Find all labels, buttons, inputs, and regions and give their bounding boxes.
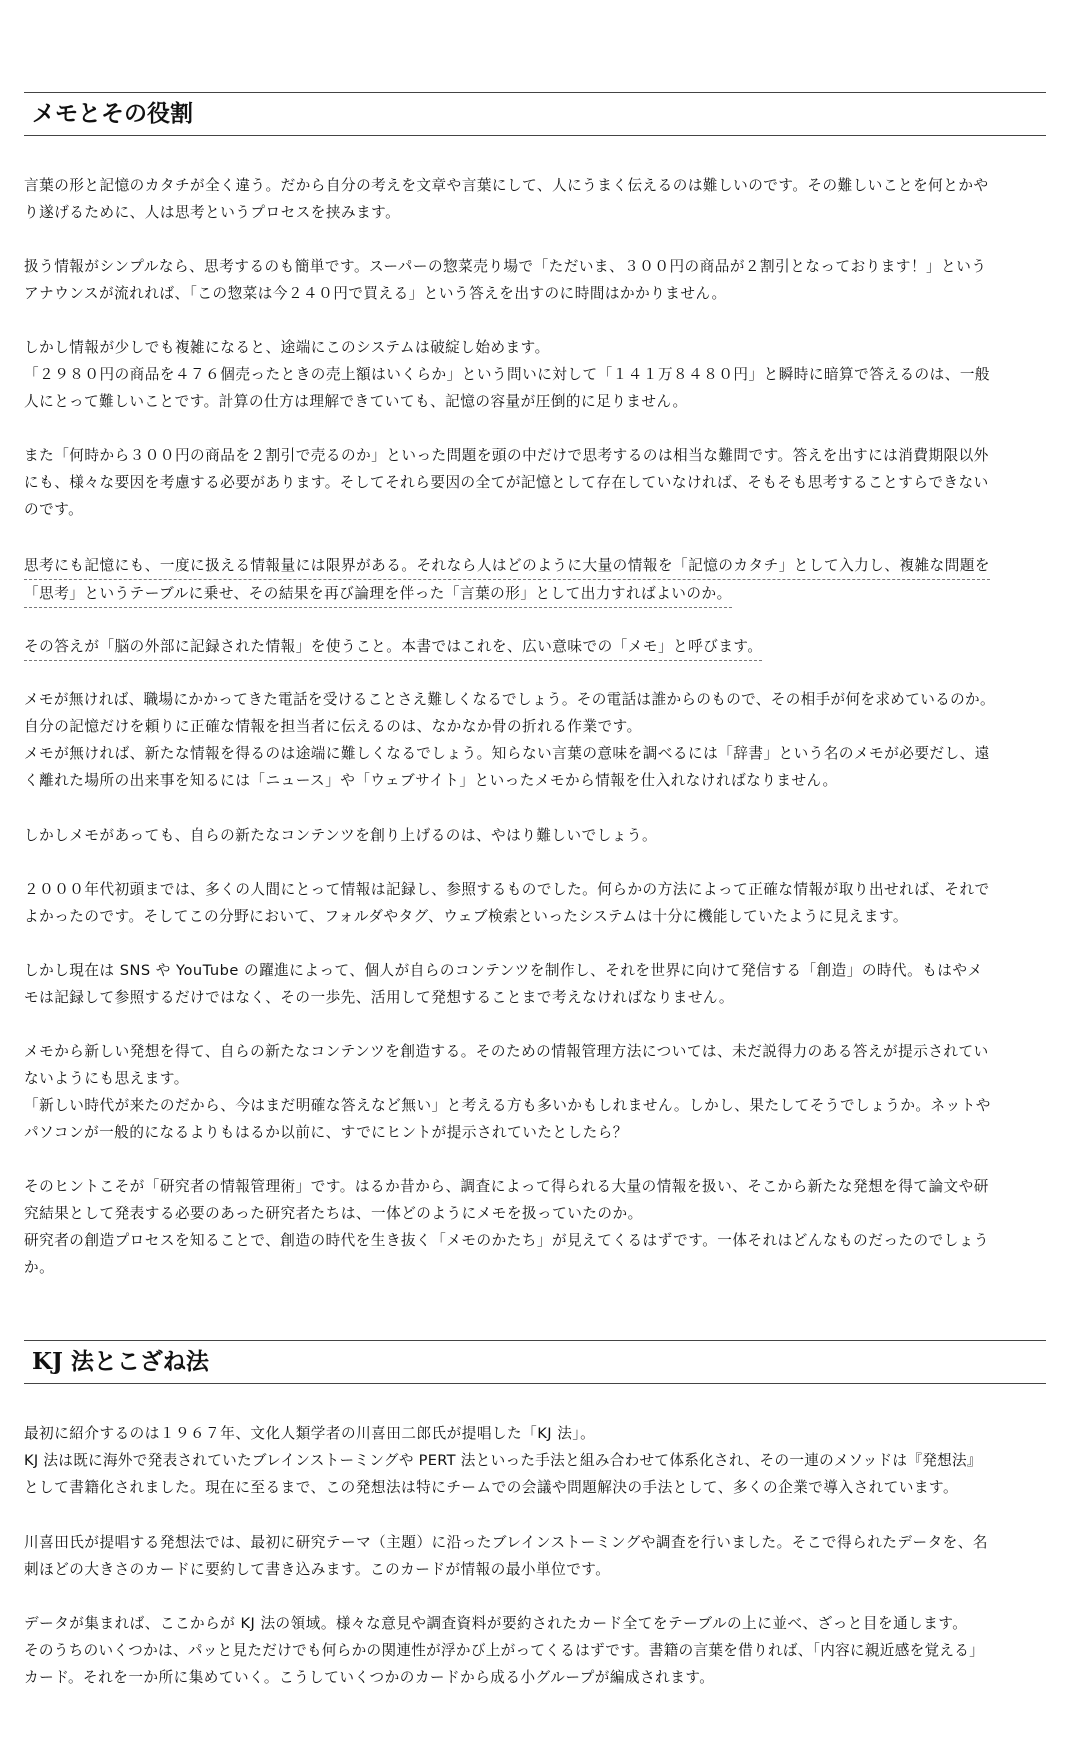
text-line: そのヒントこそが「研究者の情報管理術」です。はるか昔から、調査によって得られる大量の情報を扱い、そこから新たな発想を得て論文や研 <box>24 1178 989 1195</box>
highlighted-paragraph <box>24 633 1046 661</box>
text-line: データが集まれば、ここからが KJ 法の領域。様々な意見や調査資料が要約されたカード全てをテーブルの上に並べ、ざっと目を通します。 <box>24 1615 968 1632</box>
paragraph <box>24 1610 1046 1691</box>
text-line: また「何時から３００円の商品を２割引で売るのか」といった問題を頭の中だけで思考するのは相当な難問です。答えを出すには消費期限以外 <box>24 447 989 464</box>
text-line: 最初に紹介するのは１９６７年、文化人類学者の川喜田二郎氏が提唱した「KJ 法」。 <box>24 1425 596 1442</box>
highlighted-paragraph <box>24 552 1046 608</box>
paragraph <box>24 253 1046 307</box>
text-line: 人にとって難しいことです。計算の仕方は理解できていても、記憶の容量が圧倒的に足りません。 <box>24 393 688 410</box>
text-line: メモが無ければ、職場にかかってきた電話を受けることさえ難しくなるでしょう。その電話は誰からのもので、その相手が何を求めているのか。 <box>24 691 995 708</box>
paragraph <box>24 957 1046 1011</box>
section-heading: メモとその役割 <box>24 92 1046 136</box>
text-line: 思考にも記憶にも、一度に扱える情報量には限界がある。それなら人はどのように大量の情報を「記憶のカタチ」として入力し、複雑な問題を <box>24 552 990 580</box>
text-line: パソコンが一般的になるよりもはるか以前に、すでにヒントが提示されていたとしたら？ <box>24 1124 628 1141</box>
text-line: のです。 <box>24 501 84 518</box>
paragraph <box>24 822 1046 849</box>
section-heading: KJ 法とこざね法 <box>24 1340 1046 1384</box>
text-line: しかし情報が少しでも複雑になると、途端にこのシステムは破綻し始めます。 <box>24 339 550 356</box>
text-line: 川喜田氏が提唱する発想法では、最初に研究テーマ（主題）に沿ったブレインストーミングや調査を行いました。そこで得られたデータを、名 <box>24 1534 988 1551</box>
text-line: ないようにも思えます。 <box>24 1070 189 1087</box>
text-line: よかったのです。そしてこの分野において、フォルダやタグ、ウェブ検索といったシステムは十分に機能していたように見えます。 <box>24 908 908 925</box>
text-line: 言葉の形と記憶のカタチが全く違う。だから自分の考えを文章や言葉にして、人にうまく伝えるのは難しいのです。その難しいことを何とかや <box>24 177 989 194</box>
paragraph <box>24 172 1046 226</box>
text-line: アナウンスが流れれば、「この惣菜は今２４０円で買える」という答えを出すのに時間はかかりません。 <box>24 285 727 302</box>
text-line: メモから新しい発想を得て、自らの新たなコンテンツを創造する。そのための情報管理方法については、未だ説得力のある答えが提示されてい <box>24 1043 989 1060</box>
paragraph <box>24 1038 1046 1146</box>
text-line: カード。それを一か所に集めていく。こうしていくつかのカードから成る小グループが編成されます。 <box>24 1669 715 1686</box>
text-line: 「２９８０円の商品を４７６個売ったときの売上額はいくらか」という問いに対して「１４１万８４８０円」と瞬時に暗算で答えるのは、一般 <box>24 366 991 383</box>
text-line: 「思考」というテーブルに乗せ、その結果を再び論理を伴った「言葉の形」として出力すればよいのか。 <box>24 580 732 608</box>
text-line: 究結果として発表する必要のあった研究者たちは、一体どのようにメモを扱っていたのか。 <box>24 1205 643 1222</box>
paragraph <box>24 1173 1046 1281</box>
paragraph <box>24 876 1046 930</box>
paragraph <box>24 334 1046 415</box>
text-line: 刺ほどの大きさのカードに要約して書き込みます。このカードが情報の最小単位です。 <box>24 1561 611 1578</box>
text-line: ２０００年代初頭までは、多くの人間にとって情報は記録し、参照するものでした。何らかの方法によって正確な情報が取り出せれば、それで <box>24 881 990 898</box>
text-line: 自分の記憶だけを頼りに正確な情報を担当者に伝えるのは、なかなか骨の折れる作業です。 <box>24 718 642 735</box>
text-line: く離れた場所の出来事を知るには「ニュース」や「ウェブサイト」といったメモから情報を仕入れなければなりません。 <box>24 772 838 789</box>
text-line: り遂げるために、人は思考というプロセスを挟みます。 <box>24 204 401 221</box>
text-line: メモが無ければ、新たな情報を得るのは途端に難しくなるでしょう。知らない言葉の意味を調べるには「辞書」という名のメモが必要だし、遠 <box>24 745 990 762</box>
paragraph <box>24 1420 1046 1501</box>
paragraph <box>24 686 1046 794</box>
text-line: 「新しい時代が来たのだから、今はまだ明確な答えなど無い」と考える方も多いかもしれません。しかし、果たしてそうでしょうか。ネットや <box>24 1097 991 1114</box>
paragraph <box>24 442 1046 523</box>
text-line: にも、様々な要因を考慮する必要があります。そしてそれら要因の全てが記憶として存在していなければ、そもそも思考することすらできない <box>24 474 989 491</box>
text-line: しかしメモがあっても、自らの新たなコンテンツを創り上げるのは、やはり難しいでしょう。 <box>24 827 658 844</box>
text-line: KJ 法は既に海外で発表されていたブレインストーミングや PERT 法といった手法と組み合わせて体系化され、その一連のメソッドは『発想法』 <box>24 1452 982 1469</box>
text-line: その答えが「脳の外部に記録された情報」を使うこと。本書ではこれを、広い意味での「メモ」と呼びます。 <box>24 633 762 661</box>
text-line: 研究者の創造プロセスを知ることで、創造の時代を生き抜く「メモのかたち」が見えてくるはずです。一体それはどんなものだったのでしょう <box>24 1232 989 1249</box>
paragraph <box>24 1529 1046 1583</box>
text-line: 扱う情報がシンプルなら、思考するのも簡単です。スーパーの惣菜売り場で「ただいま、３００円の商品が２割引となっております！」という <box>24 258 987 275</box>
text-line: そのうちのいくつかは、パッと見ただけでも何らかの関連性が浮かび上がってくるはずです。書籍の言葉を借りれば、「内容に親近感を覚える」 <box>24 1642 985 1659</box>
text-line: か。 <box>24 1259 55 1276</box>
text-line: モは記録して参照するだけではなく、その一歩先、活用して発想することまで考えなければなりません。 <box>24 989 734 1006</box>
text-line: として書籍化されました。現在に至るまで、この発想法は特にチームでの会議や問題解決の手法として、多くの企業で導入されています。 <box>24 1479 959 1496</box>
text-line: しかし現在は SNS や YouTube の躍進によって、個人が自らのコンテンツを制作し、それを世界に向けて発信する「創造」の時代。もはやメ <box>24 962 983 979</box>
